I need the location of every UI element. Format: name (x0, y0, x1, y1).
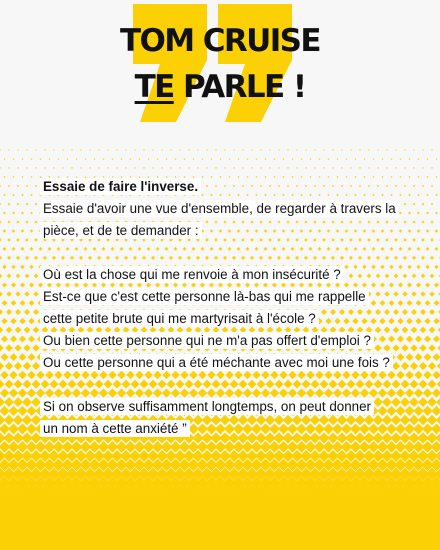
outro-line-2: un nom à cette anxiété ” (40, 420, 190, 437)
question-1: Où est la chose qui me renvoie à mon insécurité ? (40, 266, 344, 283)
quote-heading: Essaie de faire l'inverse. (40, 178, 201, 195)
intro-line-1: Essaie d'avoir une vue d'ensemble, de regarder à travers la (40, 200, 399, 217)
questions-paragraph (40, 264, 398, 374)
question-2-line-2: cette petite brute qui me martyrisait à l'école ? (40, 310, 319, 327)
question-3: Ou bien cette personne qui ne m'a pas offert d'emploi ? (40, 332, 374, 349)
page-title (0, 18, 440, 110)
title-line-2 (0, 64, 440, 110)
title-line-1: TOM CRUISE (120, 23, 320, 59)
intro-paragraph (40, 176, 398, 242)
question-4: Ou cette personne qui a été méchante avec moi une fois ? (40, 354, 393, 371)
quote-text (40, 176, 398, 462)
outro-paragraph (40, 396, 398, 440)
intro-line-2: pièce, et de te demander : (40, 222, 202, 239)
question-2-line-1: Est-ce que c'est cette personne là-bas qui me rappelle (40, 288, 369, 305)
title-line-2-rest: PARLE ! (173, 69, 306, 105)
title-underlined-word: TE (134, 69, 174, 105)
outro-line-1: Si on observe suffisamment longtemps, on peut donner (40, 398, 374, 415)
